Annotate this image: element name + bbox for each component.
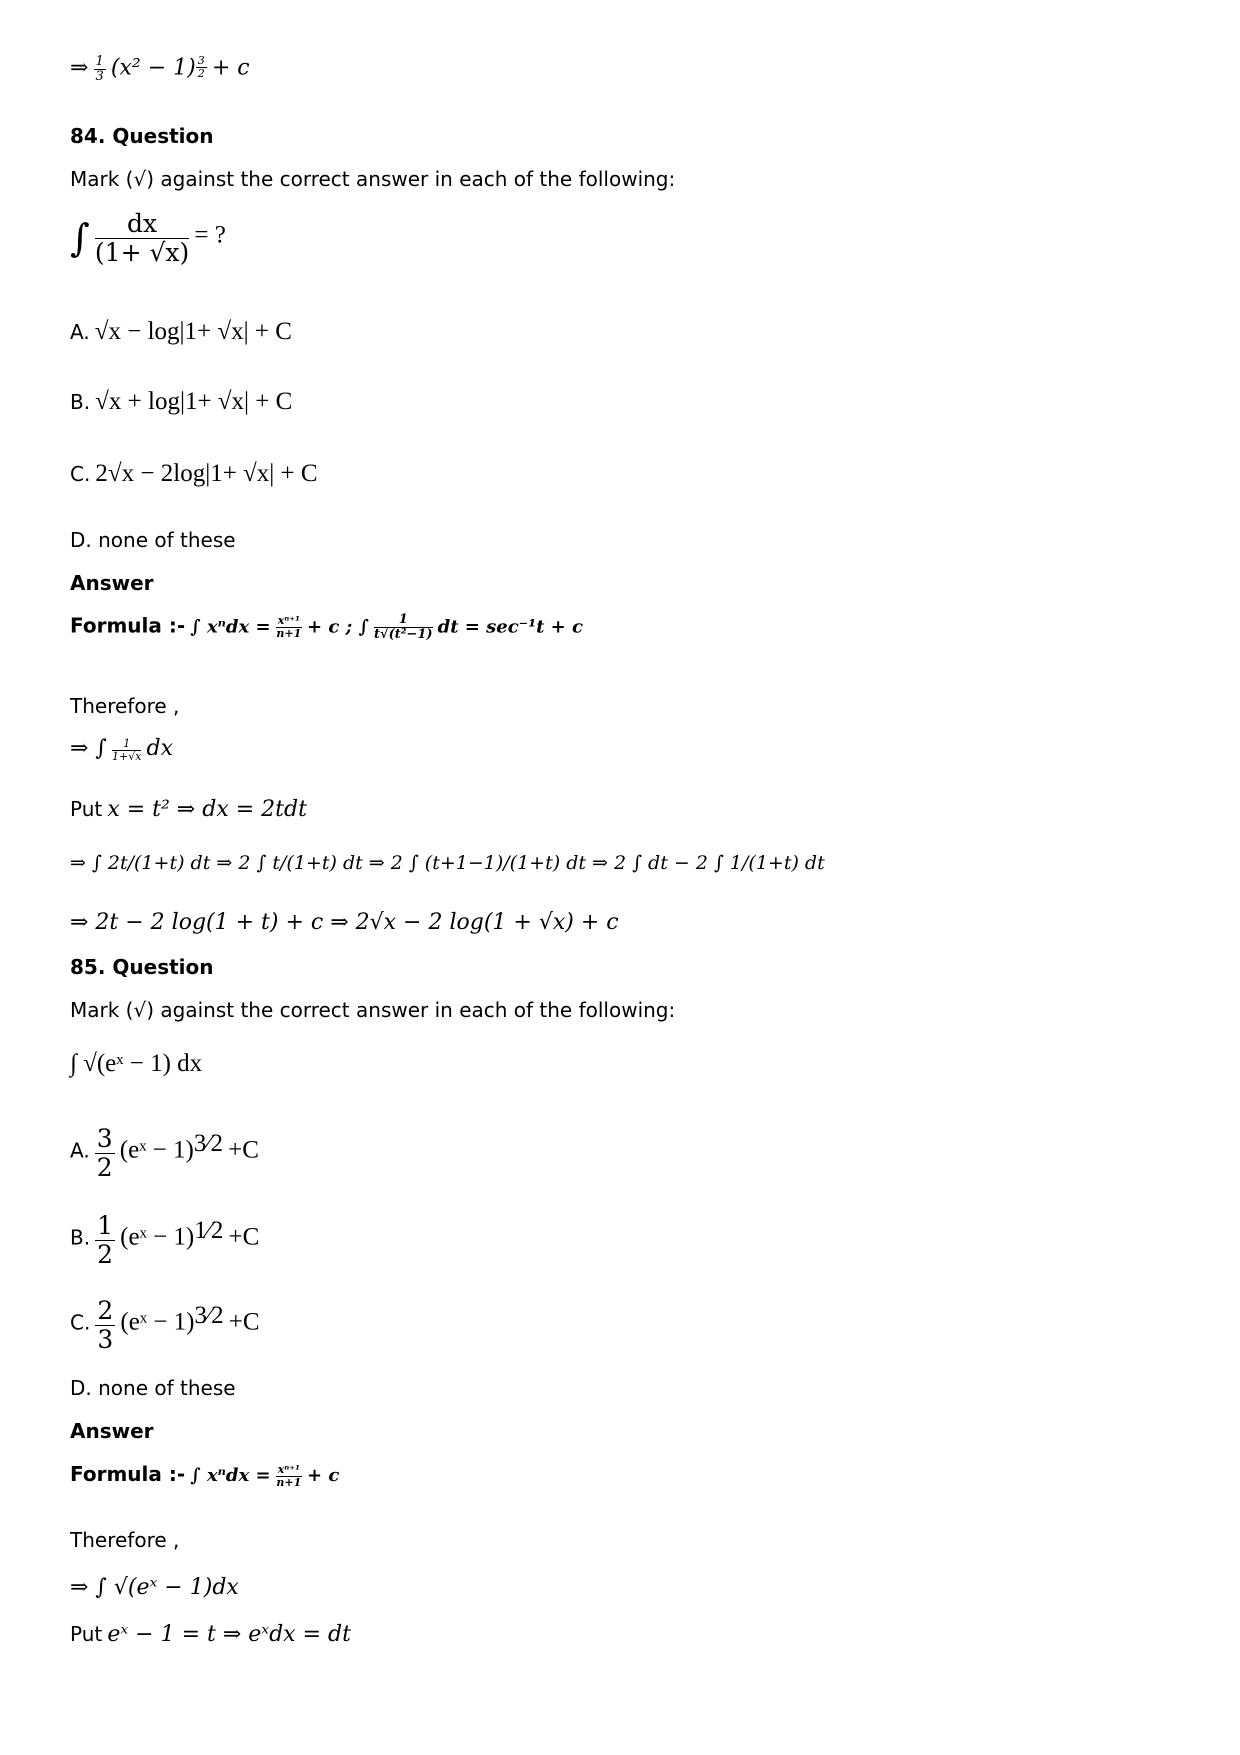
- q85-put-line: Put eˣ − 1 = t ⇒ eˣdx = dt: [70, 1622, 351, 1647]
- q84-option-b[interactable]: B. √x + log|1+ √x| + C: [70, 388, 293, 415]
- q85-option-a[interactable]: A. $\frac{3}{2}$ (eˣ − 1)$^{3⁄2}$ +C: [70, 1124, 259, 1182]
- q85-therefore: Therefore ,: [70, 1528, 180, 1552]
- q84-answer-label: Answer: [70, 571, 154, 595]
- result-base: (x² − 1): [110, 55, 196, 81]
- q84-instruction: Mark (√) against the correct answer in each of the following:: [70, 167, 676, 191]
- q84-heading: 84. Question: [70, 124, 214, 148]
- q84-step1: ⇒ ∫ $\frac{1}{1+√x}$ dx: [70, 736, 174, 763]
- result-tail: + c: [211, 55, 250, 81]
- q84-step2: ⇒ ∫ 2t/(1+t) dt ⇒ 2 ∫ t/(1+t) dt ⇒ 2 ∫ (t+1−1)/(1+t) dt ⇒ 2 ∫ dt − 2 ∫ 1/(1+t) dt: [70, 852, 825, 874]
- q84-option-a[interactable]: A. √x − log|1+ √x| + C: [70, 318, 292, 345]
- q84-put-line: Put x = t² ⇒ dx = 2tdt: [70, 797, 307, 822]
- q85-heading: 85. Question: [70, 955, 214, 979]
- q85-option-d[interactable]: D. none of these: [70, 1376, 236, 1400]
- exp-fraction: $\frac{3}{2}$: [197, 54, 205, 81]
- q84-integral: ∫ $\frac{dx}{(1+ √x)}$ = ?: [70, 209, 226, 267]
- q84-integral-fraction: $\frac{dx}{(1+ √x)}$: [94, 209, 190, 267]
- q84-therefore: Therefore ,: [70, 694, 180, 718]
- result-arrow: ⇒: [70, 55, 89, 81]
- q84-option-d[interactable]: D. none of these: [70, 528, 236, 552]
- q85-instruction: Mark (√) against the correct answer in each of the following:: [70, 998, 676, 1022]
- continuation-result: [70, 55, 250, 85]
- q84-formula: Formula :- ∫ xⁿdx = $\frac{\text{xⁿ⁺¹}}{n+1}$ + c ; ∫ $\frac{1}{\text{t√(t²−1)}}$ dt = sec⁻¹t + c: [70, 612, 583, 643]
- q84-step3: ⇒ 2t − 2 log(1 + t) + c ⇒ 2√x − 2 log(1 + √x) + c: [70, 910, 619, 935]
- q85-option-c[interactable]: C. $\frac{2}{3}$ (eˣ − 1)$^{3⁄2}$ +C: [70, 1296, 260, 1354]
- q85-option-b[interactable]: B. $\frac{1}{2}$ (eˣ − 1)$^{1⁄2}$ +C: [70, 1211, 260, 1269]
- q84-option-c[interactable]: C. 2√x − 2log|1+ √x| + C: [70, 460, 318, 487]
- q85-formula: Formula :- ∫ xⁿdx = $\frac{\text{xⁿ⁺¹}}{n+1}$ + c: [70, 1462, 340, 1489]
- q85-answer-label: Answer: [70, 1419, 154, 1443]
- q85-step1: ⇒ ∫ √(eˣ − 1)dx: [70, 1575, 239, 1600]
- q85-integral: ∫ √(eˣ − 1) dx: [70, 1050, 203, 1077]
- coef-fraction: $\frac{1}{3}$: [95, 54, 104, 85]
